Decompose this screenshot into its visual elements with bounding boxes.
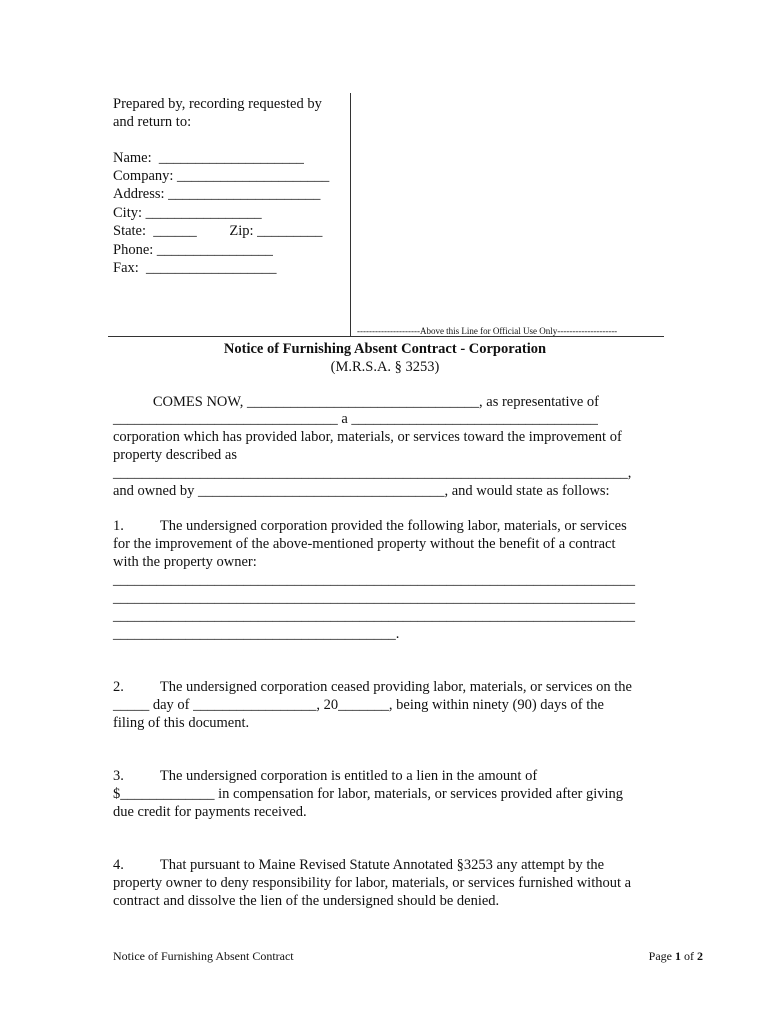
paragraph-4-line: property owner to deny responsibility for labor, materials, or services furnished without a <box>113 875 632 891</box>
intro-line: corporation which has provided labor, materials, or services toward the improvement of <box>113 429 622 445</box>
statute-reference: (M.R.S.A. § 3253) <box>330 359 440 375</box>
footer-document-name: Notice of Furnishing Absent Contract <box>113 949 294 963</box>
page-current: 1 <box>675 949 681 963</box>
paragraph-1-blank: _______________________________________. <box>113 626 400 642</box>
paragraph-2-line: _____ day of _________________, 20_______, being within ninety (90) days of the <box>113 697 604 713</box>
paragraph-1-line: with the property owner: <box>113 554 257 570</box>
paragraph-1-line: for the improvement of the above-mentioned property without the benefit of a contract <box>113 536 616 552</box>
name-field: Name: ____________________ <box>113 150 304 166</box>
paragraph-2-line: filing of this document. <box>113 715 250 731</box>
page-total: 2 <box>697 949 703 963</box>
paragraph-4-line: 4. That pursuant to Maine Revised Statute Annotated §3253 any attempt by the <box>113 857 605 873</box>
official-use-label: ---------------------Above this Line for Official Use Only-------------------- <box>357 326 618 336</box>
header-horizontal-divider <box>108 336 664 337</box>
paragraph-2-line: 2. The undersigned corporation ceased providing labor, materials, or services on the <box>113 679 632 695</box>
page-of: of <box>681 949 697 963</box>
paragraph-3-line: 3. The undersigned corporation is entitled to a lien in the amount of <box>113 768 538 784</box>
phone-field: Phone: ________________ <box>113 242 273 258</box>
document-title: Notice of Furnishing Absent Contract - Corporation <box>223 341 547 357</box>
page-prefix: Page <box>648 949 675 963</box>
return-to-label: and return to: <box>113 114 192 130</box>
paragraph-3-line: $_____________ in compensation for labor, materials, or services provided after giving <box>113 786 624 802</box>
company-field: Company: _____________________ <box>113 168 330 184</box>
intro-line: and owned by __________________________________, and would state as follows: <box>113 483 610 499</box>
address-field: Address: _____________________ <box>113 186 321 202</box>
intro-line: _______________________________________________________________________, <box>113 465 632 481</box>
city-field: City: ________________ <box>113 205 262 221</box>
state-zip-field: State: ______ Zip: _________ <box>113 223 323 239</box>
paragraph-1-blank: ________________________________________________________________________ <box>113 590 635 606</box>
intro-line: COMES NOW, ________________________________, as representative of <box>113 394 599 410</box>
paragraph-1-blank: ________________________________________________________________________ <box>113 572 635 588</box>
page-number <box>649 948 703 964</box>
paragraph-3-line: due credit for payments received. <box>113 804 307 820</box>
paragraph-4-line: contract and dissolve the lien of the undersigned should be denied. <box>113 893 500 909</box>
header-vertical-divider <box>350 93 351 336</box>
prepared-by-label: Prepared by, recording requested by <box>113 96 322 112</box>
paragraph-1-blank: ________________________________________________________________________ <box>113 608 635 624</box>
paragraph-1-line: 1. The undersigned corporation provided the following labor, materials, or services <box>113 518 627 534</box>
intro-line: property described as <box>113 447 238 463</box>
intro-line: _______________________________ a __________________________________ <box>113 411 598 427</box>
fax-field: Fax: __________________ <box>113 260 277 276</box>
